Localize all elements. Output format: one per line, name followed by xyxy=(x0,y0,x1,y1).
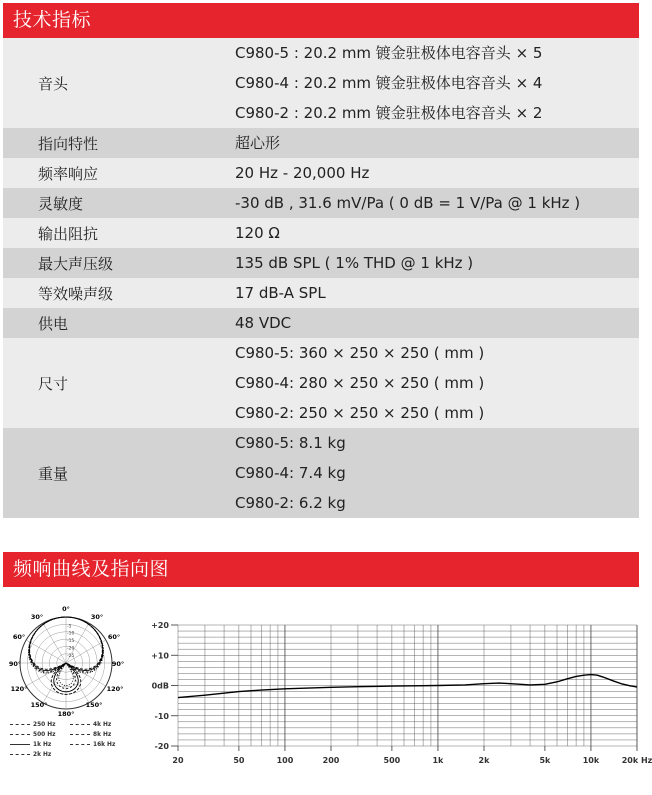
spec-row xyxy=(3,248,639,278)
spec-values xyxy=(235,38,639,128)
y-tick-label: -20 xyxy=(154,742,169,751)
polar-legend-label: 2k Hz xyxy=(33,750,52,758)
y-tick-label: -10 xyxy=(154,711,169,721)
polar-legend-item xyxy=(10,750,51,758)
x-tick-label: 500 xyxy=(383,756,401,765)
section-title-specs: 技术指标 xyxy=(3,3,639,38)
legend-line-swatch xyxy=(70,734,90,735)
frequency-response-svg xyxy=(140,615,652,780)
spec-label: 供电 xyxy=(38,314,69,333)
polar-legend-label: 1k Hz xyxy=(33,740,52,748)
spec-label: 灵敏度 xyxy=(38,194,84,213)
spec-value: 20 Hz - 20,000 Hz xyxy=(235,164,370,182)
x-tick-label: 100 xyxy=(276,756,294,765)
polar-legend-label: 16k Hz xyxy=(93,740,116,748)
x-tick-label: 10k xyxy=(582,756,600,765)
polar-legend-item xyxy=(10,740,51,748)
legend-line-swatch xyxy=(10,754,30,755)
spec-value: 超心形 xyxy=(235,134,281,152)
y-tick-label: +20 xyxy=(151,621,169,630)
spec-value: C980-2 : 20.2 mm 镀金驻极体电容音头 × 2 xyxy=(235,104,543,122)
spec-value: C980-5: 8.1 kg xyxy=(235,434,346,452)
frequency-response-chart xyxy=(140,615,652,780)
x-tick-label: 200 xyxy=(322,756,340,765)
spec-row xyxy=(3,278,639,308)
spec-row xyxy=(3,308,639,338)
x-tick-label: 1k xyxy=(432,756,444,765)
spec-label: 尺寸 xyxy=(38,374,69,393)
spec-label: 最大声压级 xyxy=(38,254,114,273)
spec-value: C980-2: 250 × 250 × 250 ( mm ) xyxy=(235,404,485,422)
y-tick-label: +10 xyxy=(151,651,169,661)
x-tick-label: 2k xyxy=(478,756,490,765)
spec-values xyxy=(235,158,639,188)
polar-ring-label: -10 xyxy=(67,631,75,637)
x-tick-label: 5k xyxy=(539,756,551,765)
spec-values xyxy=(235,338,639,428)
spec-label: 重量 xyxy=(38,464,69,483)
spec-value: 48 VDC xyxy=(235,314,292,332)
spec-label: 音头 xyxy=(38,74,69,93)
polar-angle-150-left: 150° xyxy=(30,701,48,709)
spec-value: C980-4: 7.4 kg xyxy=(235,464,346,482)
polar-angle-120-right: 120° xyxy=(106,685,124,693)
polar-spoke xyxy=(43,623,66,663)
polar-angle-60-left: 60° xyxy=(12,633,26,641)
x-tick-label: 50 xyxy=(233,756,245,765)
spec-value: C980-5: 360 × 250 × 250 ( mm ) xyxy=(235,344,485,362)
spec-value: C980-2: 6.2 kg xyxy=(235,494,346,512)
spec-value: C980-5 : 20.2 mm 镀金驻极体电容音头 × 5 xyxy=(235,44,543,62)
polar-legend-label: 8k Hz xyxy=(93,730,112,738)
spec-values xyxy=(235,428,639,518)
section-title-curves: 频响曲线及指向图 xyxy=(3,552,639,587)
spec-values xyxy=(235,248,639,278)
polar-legend-item xyxy=(70,720,111,728)
spec-row xyxy=(3,188,639,218)
spec-values xyxy=(235,218,639,248)
y-tick-label: 0dB xyxy=(151,681,169,691)
legend-line-swatch xyxy=(70,724,90,725)
polar-ring-label: -25 xyxy=(67,653,75,659)
polar-angle-90-left: 90° xyxy=(8,660,22,668)
spec-values xyxy=(235,128,639,158)
polar-legend-label: 4k Hz xyxy=(93,720,112,728)
spec-value: 120 Ω xyxy=(235,224,280,242)
spec-table xyxy=(3,38,639,518)
spec-value: 135 dB SPL ( 1% THD @ 1 kHz ) xyxy=(235,254,474,272)
polar-ring-label: -15 xyxy=(67,639,75,645)
polar-angle-90-right: 90° xyxy=(111,660,125,668)
spec-row xyxy=(3,38,639,128)
spec-label: 指向特性 xyxy=(38,134,99,153)
polar-angle-30-left: 30° xyxy=(30,613,44,621)
polar-angle-180: 180° xyxy=(57,710,75,718)
spec-values xyxy=(235,308,639,338)
spec-value: C980-4: 280 × 250 × 250 ( mm ) xyxy=(235,374,485,392)
legend-line-swatch xyxy=(70,744,90,745)
response-curve xyxy=(178,675,637,698)
polar-legend-item xyxy=(70,730,111,738)
polar-ring-label: -20 xyxy=(67,646,75,652)
polar-legend-item xyxy=(10,720,56,728)
spec-values xyxy=(235,278,639,308)
polar-legend-item xyxy=(70,740,115,748)
polar-svg xyxy=(4,603,134,718)
spec-values xyxy=(235,188,639,218)
spec-row xyxy=(3,338,639,428)
legend-line-swatch xyxy=(10,734,30,735)
spec-row xyxy=(3,128,639,158)
x-tick-label: 20 xyxy=(172,756,184,765)
polar-angle-30-right: 30° xyxy=(90,613,104,621)
polar-angle-150-right: 150° xyxy=(85,701,103,709)
polar-legend-item xyxy=(10,730,56,738)
legend-line-swatch xyxy=(10,744,30,745)
spec-label: 频率响应 xyxy=(38,164,99,183)
spec-label: 输出阻抗 xyxy=(38,224,99,243)
spec-value: -30 dB , 31.6 mV/Pa ( 0 dB = 1 V/Pa @ 1 kHz ) xyxy=(235,194,581,212)
polar-legend-label: 500 Hz xyxy=(33,730,56,738)
x-tick-label: 20k Hz xyxy=(621,756,652,765)
spec-value: 17 dB-A SPL xyxy=(235,284,326,302)
spec-row xyxy=(3,218,639,248)
spec-value: C980-4 : 20.2 mm 镀金驻极体电容音头 × 4 xyxy=(235,74,543,92)
legend-line-swatch xyxy=(10,724,30,725)
polar-angle-60-right: 60° xyxy=(107,633,121,641)
spec-label: 等效噪声级 xyxy=(38,284,114,303)
polar-angle-120-left: 120° xyxy=(10,685,28,693)
spec-row xyxy=(3,428,639,518)
polar-angle-0: 0° xyxy=(62,605,70,613)
spec-row xyxy=(3,158,639,188)
polar-ring-label: -5 xyxy=(67,624,72,630)
polar-legend-label: 250 Hz xyxy=(33,720,56,728)
